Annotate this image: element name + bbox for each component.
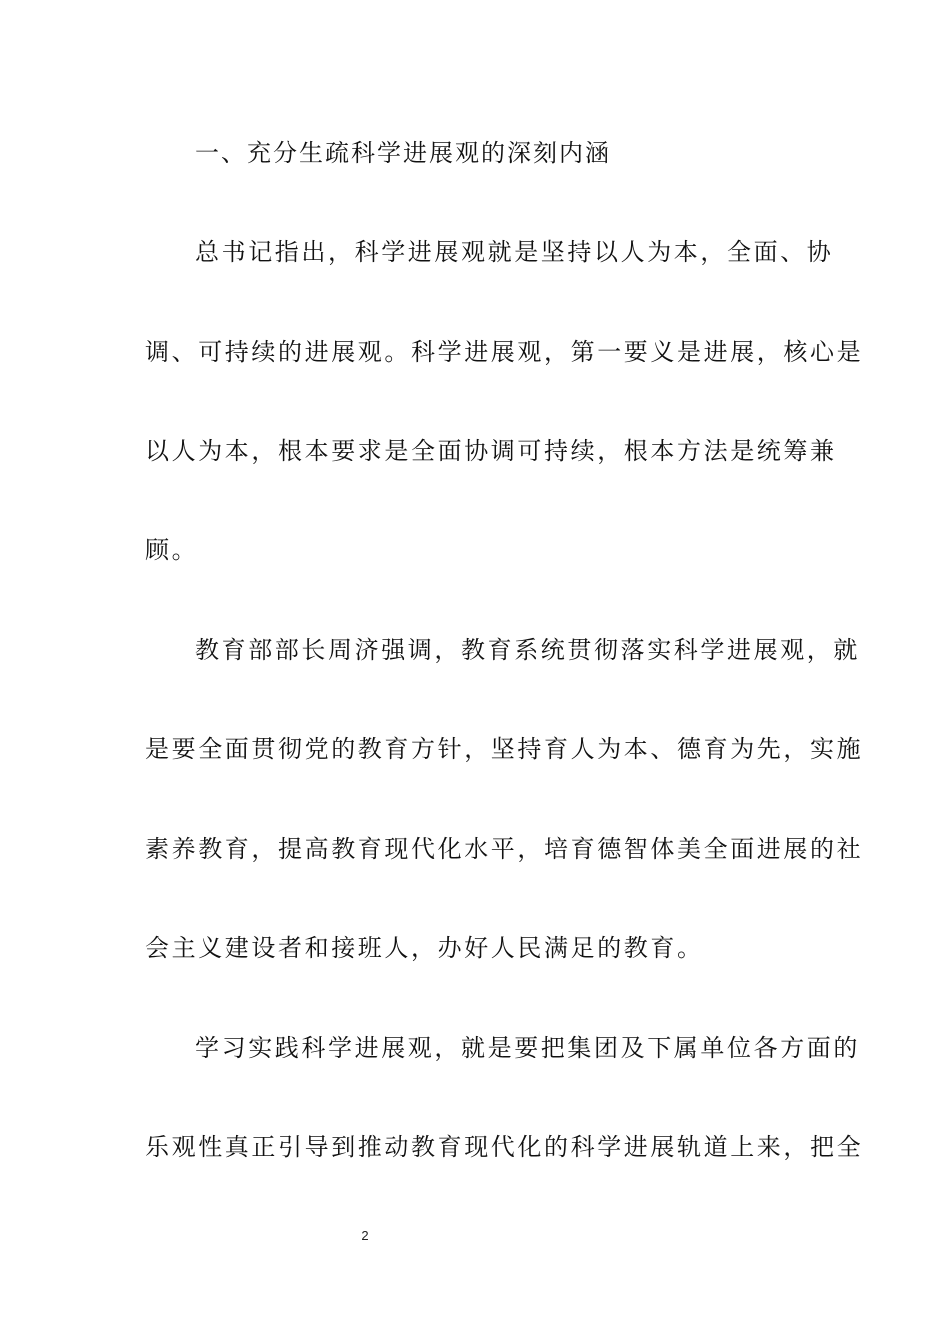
paragraph-2-line-3: 素养教育，提高教育现代化水平，培育德智体美全面进展的社 — [145, 835, 864, 863]
paragraph-3-line-1: 学习实践科学进展观，就是要把集团及下属单位各方面的 — [195, 1034, 860, 1062]
section-heading: 一、充分生疏科学进展观的深刻内涵 — [195, 139, 611, 167]
paragraph-1-line-3: 以人为本，根本要求是全面协调可持续，根本方法是统筹兼 — [145, 437, 837, 465]
paragraph-1-line-4: 顾。 — [145, 536, 199, 564]
paragraph-2-line-2: 是要全面贯彻党的教育方针，坚持育人为本、德育为先，实施 — [145, 735, 864, 763]
page-number: 2 — [361, 1228, 369, 1243]
paragraph-2-line-4: 会主义建设者和接班人，办好人民满足的教育。 — [145, 934, 704, 962]
paragraph-2-line-1: 教育部部长周济强调，教育系统贯彻落实科学进展观，就 — [195, 636, 860, 664]
paragraph-1-line-1: 总书记指出，科学进展观就是坚持以人为本，全面、协 — [195, 238, 834, 266]
paragraph-3-line-2: 乐观性真正引导到推动教育现代化的科学进展轨道上来，把全 — [145, 1133, 864, 1161]
paragraph-1-line-2: 调、可持续的进展观。科学进展观，第一要义是进展，核心是 — [145, 338, 864, 366]
